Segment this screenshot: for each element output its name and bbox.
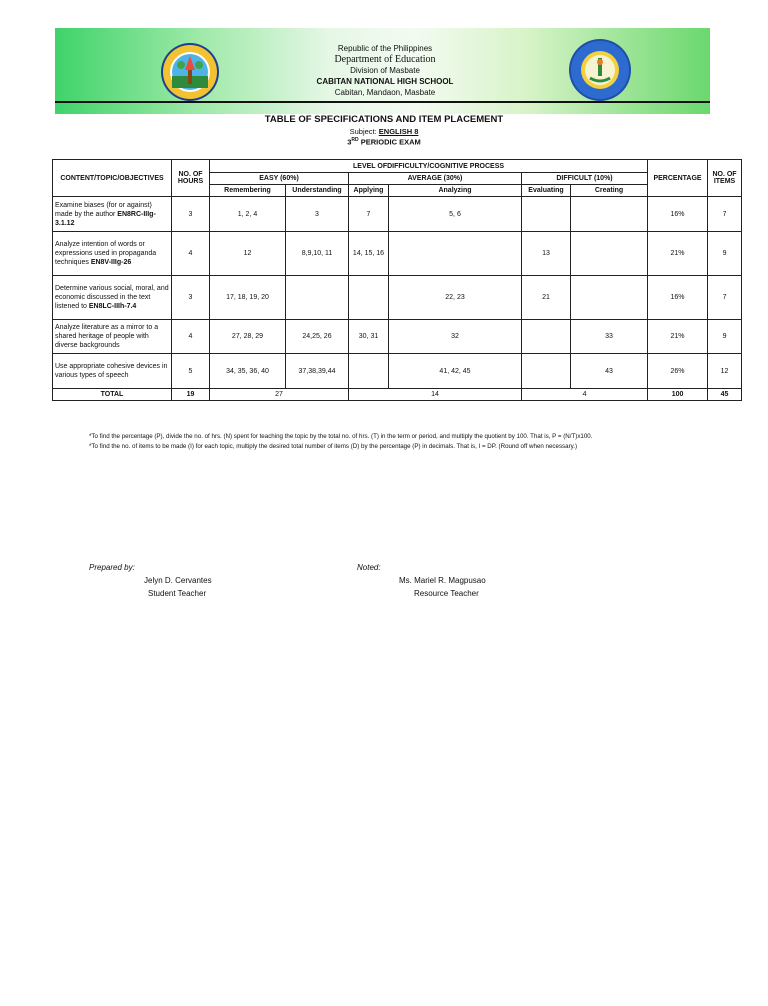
objective-text: Examine biases (for or against) made by the author bbox=[55, 201, 152, 218]
percentage-cell: 21% bbox=[648, 232, 708, 276]
total-average: 14 bbox=[349, 389, 522, 401]
items-cell: 9 bbox=[708, 320, 742, 354]
items-cell: 12 bbox=[708, 354, 742, 389]
header-understanding: Understanding bbox=[286, 185, 349, 197]
evaluating-cell: 13 bbox=[522, 232, 571, 276]
header-hours: NO. OF HOURS bbox=[172, 160, 210, 197]
objective-cell bbox=[53, 320, 172, 354]
footnote-percentage: *To find the percentage (P), divide the no. of hrs. (N) spent for teaching the topic by the total no. of hrs. (T) in the term or period, and multiply the quotient by 100. That is, P = (N/T)x100. bbox=[89, 433, 593, 440]
objective-cell bbox=[53, 197, 172, 232]
prepared-name: Jelyn D. Cervantes bbox=[144, 576, 212, 585]
applying-cell: 30, 31 bbox=[349, 320, 389, 354]
understanding-cell: 8,9,10, 11 bbox=[286, 232, 349, 276]
creating-cell bbox=[571, 232, 648, 276]
analyzing-cell bbox=[389, 232, 522, 276]
header-items: NO. OF ITEMS bbox=[708, 160, 742, 197]
objective-cell bbox=[53, 232, 172, 276]
total-percentage: 100 bbox=[648, 389, 708, 401]
items-cell: 9 bbox=[708, 232, 742, 276]
objective-text: Determine various social, moral, and economic discussed in the text listened to bbox=[55, 285, 169, 310]
remembering-cell: 17, 18, 19, 20 bbox=[210, 276, 286, 320]
table-row bbox=[53, 197, 742, 232]
objective-text: Analyze intention of words or expressions used in propaganda techniques bbox=[55, 241, 157, 266]
deped-seal-logo bbox=[160, 42, 220, 102]
applying-cell: 7 bbox=[349, 197, 389, 232]
department-line: Department of Education bbox=[334, 54, 436, 65]
exam-ordinal: 3 bbox=[347, 137, 352, 147]
evaluating-cell: 21 bbox=[522, 276, 571, 320]
percentage-cell: 16% bbox=[648, 197, 708, 232]
noted-label: Noted: bbox=[357, 563, 381, 572]
creating-cell: 33 bbox=[571, 320, 648, 354]
header-percentage: PERCENTAGE bbox=[648, 160, 708, 197]
table-row bbox=[53, 354, 742, 389]
header-average: AVERAGE (30%) bbox=[349, 173, 522, 185]
items-cell: 7 bbox=[708, 276, 742, 320]
total-hours: 19 bbox=[172, 389, 210, 401]
hours-cell: 3 bbox=[172, 276, 210, 320]
total-row bbox=[53, 389, 742, 401]
percentage-cell: 21% bbox=[648, 320, 708, 354]
evaluating-cell bbox=[522, 354, 571, 389]
applying-cell bbox=[349, 354, 389, 389]
total-label: TOTAL bbox=[53, 389, 172, 401]
understanding-cell: 37,38,39,44 bbox=[286, 354, 349, 389]
competency-code: EN8RC-IIIg-3.1.12 bbox=[55, 210, 156, 227]
hours-cell: 4 bbox=[172, 232, 210, 276]
creating-cell bbox=[571, 197, 648, 232]
competency-code: EN8V-IIIg-26 bbox=[90, 259, 132, 266]
prepared-label: Prepared by: bbox=[89, 563, 135, 572]
subject-line bbox=[284, 127, 484, 136]
percentage-cell: 26% bbox=[648, 354, 708, 389]
objective-text: Analyze literature as a mirror to a shared heritage of people with diverse backgrounds bbox=[55, 324, 159, 349]
subject-label: Subject: bbox=[349, 127, 377, 136]
exam-suffix: RD bbox=[351, 137, 359, 143]
total-easy: 27 bbox=[210, 389, 349, 401]
school-header bbox=[270, 43, 500, 98]
remembering-cell: 12 bbox=[210, 232, 286, 276]
footnotes bbox=[89, 432, 729, 452]
total-items: 45 bbox=[708, 389, 742, 401]
objective-text: Use appropriate cohesive devices in various types of speech bbox=[55, 363, 168, 379]
school-seal-logo bbox=[568, 38, 632, 102]
percentage-cell: 16% bbox=[648, 276, 708, 320]
objective-cell bbox=[53, 354, 172, 389]
school-name: CABITAN NATIONAL HIGH SCHOOL bbox=[316, 77, 454, 86]
understanding-cell: 3 bbox=[286, 197, 349, 232]
header-applying: Applying bbox=[349, 185, 389, 197]
prepared-role: Student Teacher bbox=[148, 589, 207, 598]
items-cell: 7 bbox=[708, 197, 742, 232]
document-title: TABLE OF SPECIFICATIONS AND ITEM PLACEMENT bbox=[264, 114, 504, 125]
analyzing-cell: 41, 42, 45 bbox=[389, 354, 522, 389]
applying-cell bbox=[349, 276, 389, 320]
exam-line bbox=[284, 137, 484, 147]
total-difficult: 4 bbox=[522, 389, 648, 401]
creating-cell: 43 bbox=[571, 354, 648, 389]
header-easy: EASY (60%) bbox=[210, 173, 349, 185]
header-objectives: CONTENT/TOPIC/OBJECTIVES bbox=[53, 160, 172, 197]
specification-table bbox=[52, 159, 742, 401]
creating-cell bbox=[571, 276, 648, 320]
noted-role: Resource Teacher bbox=[414, 589, 479, 598]
analyzing-cell: 32 bbox=[389, 320, 522, 354]
understanding-cell bbox=[286, 276, 349, 320]
header-creating: Creating bbox=[571, 185, 648, 197]
remembering-cell: 27, 28, 29 bbox=[210, 320, 286, 354]
understanding-cell: 24,25, 26 bbox=[286, 320, 349, 354]
noted-by-block bbox=[357, 561, 486, 600]
header-evaluating: Evaluating bbox=[522, 185, 571, 197]
remembering-cell: 34, 35, 36, 40 bbox=[210, 354, 286, 389]
remembering-cell: 1, 2, 4 bbox=[210, 197, 286, 232]
table-row bbox=[53, 276, 742, 320]
division-line: Division of Masbate bbox=[350, 66, 420, 75]
evaluating-cell bbox=[522, 320, 571, 354]
hours-cell: 5 bbox=[172, 354, 210, 389]
header-level: LEVEL OFDIFFICULTY/COGNITIVE PROCESS bbox=[210, 160, 648, 173]
applying-cell: 14, 15, 16 bbox=[349, 232, 389, 276]
table-row bbox=[53, 320, 742, 354]
hours-cell: 3 bbox=[172, 197, 210, 232]
prepared-by-block bbox=[89, 561, 212, 600]
noted-name: Ms. Mariel R. Magpusao bbox=[399, 576, 486, 585]
table-row bbox=[53, 232, 742, 276]
republic-line: Republic of the Philippines bbox=[337, 44, 433, 53]
objective-cell bbox=[53, 276, 172, 320]
header-difficult: DIFFICULT (10%) bbox=[522, 173, 648, 185]
evaluating-cell bbox=[522, 197, 571, 232]
exam-label: PERIODIC EXAM bbox=[360, 137, 421, 147]
subject-value: ENGLISH 8 bbox=[378, 127, 419, 136]
analyzing-cell: 22, 23 bbox=[389, 276, 522, 320]
hours-cell: 4 bbox=[172, 320, 210, 354]
header-remembering: Remembering bbox=[210, 185, 286, 197]
footnote-items: *To find the no. of items to be made (I) for each topic, multiply the desired total number of items (D) by the percentage (P) in decimals. That is, I = DP. (Round off when necessary.) bbox=[89, 443, 578, 450]
analyzing-cell: 5, 6 bbox=[389, 197, 522, 232]
competency-code: EN8LC-IIIh-7.4 bbox=[88, 303, 137, 310]
school-address: Cabitan, Mandaon, Masbate bbox=[334, 88, 436, 97]
header-analyzing: Analyzing bbox=[389, 185, 522, 197]
